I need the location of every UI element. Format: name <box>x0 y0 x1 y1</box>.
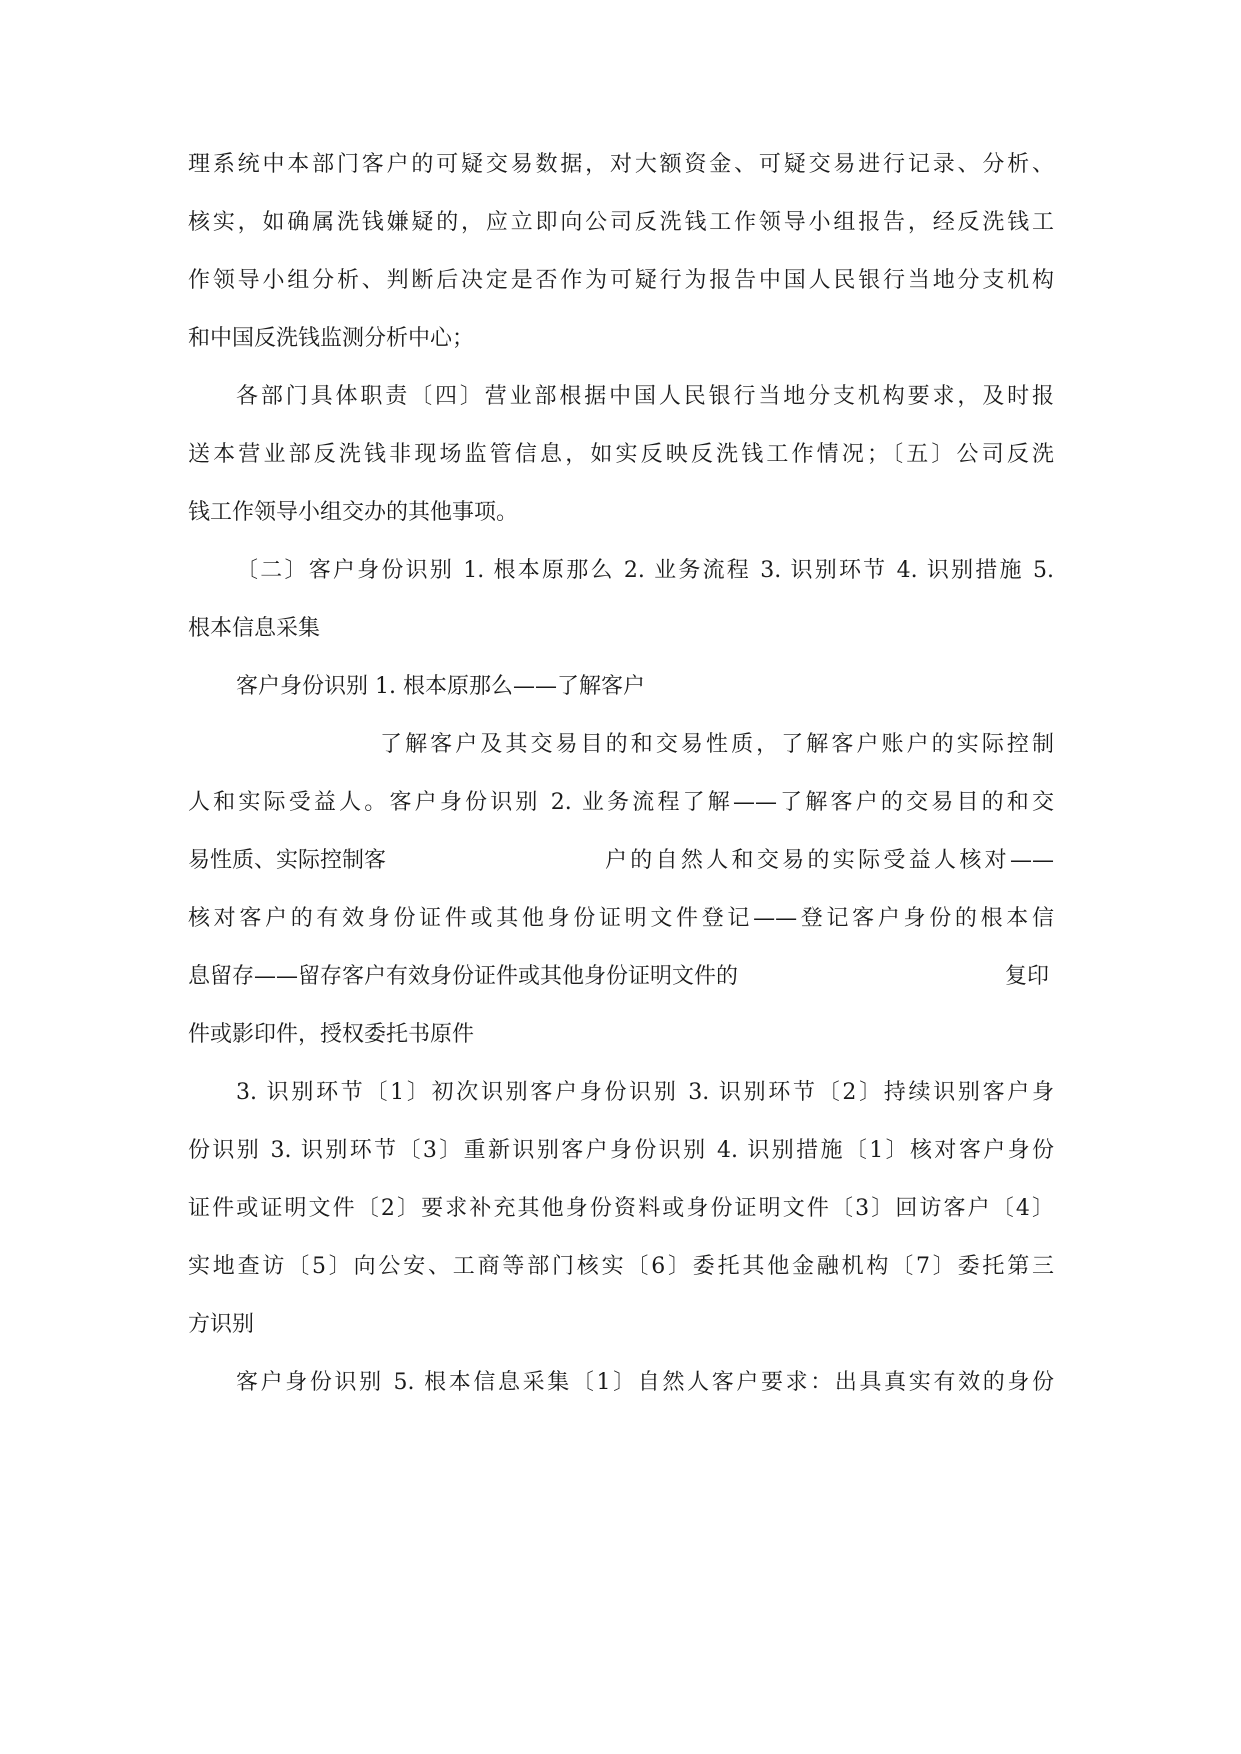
body-text-line: 证件或证明文件〔2〕要求补充其他身份资料或身份证明文件〔3〕回访客户〔4〕 <box>188 1196 1054 1221</box>
body-text-line: 了解客户及其交易目的和交易性质，了解客户账户的实际控制 <box>380 732 1054 757</box>
body-text-line: 份识别 3. 识别环节〔3〕重新识别客户身份识别 4. 识别措施〔1〕核对客户身份 <box>188 1138 1054 1163</box>
body-text-line: 息留存——留存客户有效身份证件或其他身份证明文件的 <box>188 964 739 989</box>
body-text-line: 3. 识别环节〔1〕初次识别客户身份识别 3. 识别环节〔2〕持续识别客户身 <box>236 1080 1054 1105</box>
body-text-line: 钱工作领导小组交办的其他事项。 <box>188 500 519 525</box>
body-text-line: 实地查访〔5〕向公安、工商等部门核实〔6〕委托其他金融机构〔7〕委托第三 <box>188 1254 1054 1279</box>
body-text-line: 易性质、实际控制客 <box>188 848 387 873</box>
body-text-line: 和中国反洗钱监测分析中心； <box>188 326 475 351</box>
body-text-line: 客户身份识别 5. 根本信息采集〔1〕自然人客户要求：出具真实有效的身份 <box>236 1370 1054 1395</box>
body-text-line: 核对客户的有效身份证件或其他身份证明文件登记——登记客户身份的根本信 <box>188 906 1054 931</box>
body-text-line: 核实，如确属洗钱嫌疑的，应立即向公司反洗钱工作领导小组报告，经反洗钱工 <box>188 210 1054 235</box>
body-text-line: 各部门具体职责〔四〕营业部根据中国人民银行当地分支机构要求，及时报 <box>236 384 1054 409</box>
body-text-line: 根本信息采集 <box>188 616 321 641</box>
body-text-line: 客户身份识别 1. 根本原那么——了解客户 <box>236 674 645 699</box>
body-text-line: 理系统中本部门客户的可疑交易数据，对大额资金、可疑交易进行记录、分析、 <box>188 152 1054 177</box>
body-text-line: 件或影印件，授权委托书原件 <box>188 1022 475 1047</box>
body-text-line: 户的自然人和交易的实际受益人核对—— <box>605 848 1054 873</box>
body-text-line: 作领导小组分析、判断后决定是否作为可疑行为报告中国人民银行当地分支机构 <box>188 268 1054 293</box>
body-text-line: 〔二〕客户身份识别 1. 根本原那么 2. 业务流程 3. 识别环节 4. 识别措施 5. <box>236 558 1054 583</box>
body-text-line: 复印 <box>1005 964 1050 989</box>
body-text-line: 方识别 <box>188 1312 255 1337</box>
body-text-line: 人和实际受益人。客户身份识别 2. 业务流程了解——了解客户的交易目的和交 <box>188 790 1054 815</box>
body-text-line: 送本营业部反洗钱非现场监管信息，如实反映反洗钱工作情况；〔五〕公司反洗 <box>188 442 1054 467</box>
